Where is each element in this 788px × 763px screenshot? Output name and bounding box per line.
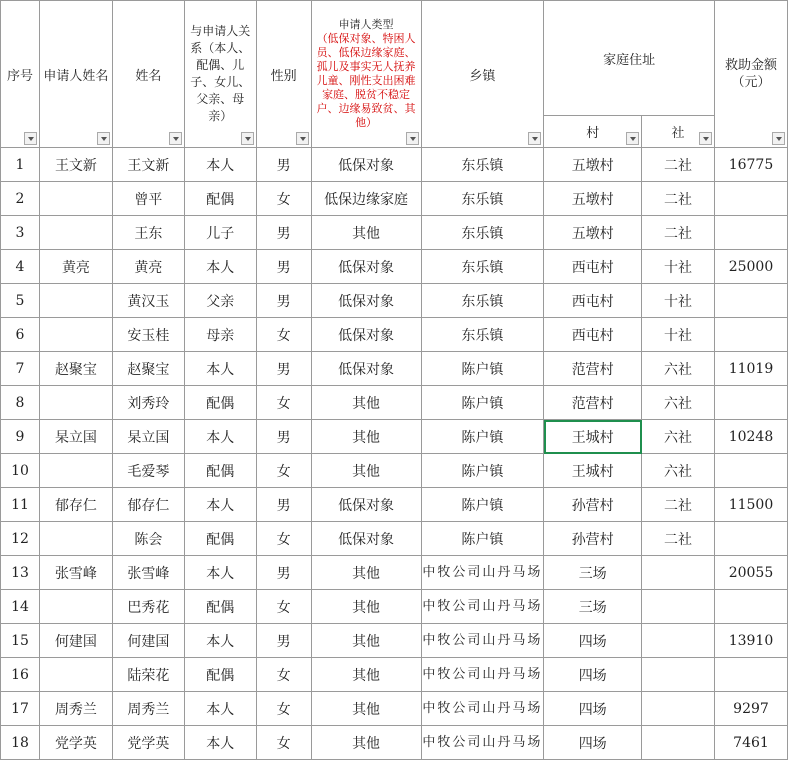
cell-name[interactable]: 党学英: [112, 726, 184, 760]
header-type[interactable]: [311, 1, 421, 148]
cell-relation[interactable]: 本人: [184, 726, 256, 760]
cell-gender[interactable]: 男: [256, 284, 311, 318]
header-seq[interactable]: [1, 1, 40, 148]
table-row: [1, 590, 788, 624]
cell-amount[interactable]: [714, 216, 787, 250]
filter-dropdown-icon[interactable]: [296, 132, 309, 145]
cell-village[interactable]: 四场: [544, 726, 642, 760]
cell-town[interactable]: 东乐镇: [421, 216, 544, 250]
cell-relation[interactable]: 本人: [184, 556, 256, 590]
table-row: [1, 318, 788, 352]
header-she[interactable]: [642, 116, 715, 148]
cell-village[interactable]: 五墩村: [544, 182, 642, 216]
cell-seq[interactable]: 12: [1, 522, 40, 556]
header-name[interactable]: [112, 1, 184, 148]
cell-gender[interactable]: 女: [256, 454, 311, 488]
cell-name[interactable]: 周秀兰: [112, 692, 184, 726]
cell-gender[interactable]: 男: [256, 216, 311, 250]
cell-type[interactable]: 其他: [311, 216, 421, 250]
cell-amount[interactable]: 9297: [714, 692, 787, 726]
cell-applicant[interactable]: 黄亮: [39, 250, 112, 284]
cell-town[interactable]: 中牧公司山丹马场: [421, 726, 544, 760]
cell-town[interactable]: 东乐镇: [421, 182, 544, 216]
cell-applicant[interactable]: 郁存仁: [39, 488, 112, 522]
cell-amount[interactable]: 16775: [714, 148, 787, 182]
cell-applicant[interactable]: [39, 216, 112, 250]
cell-type[interactable]: 其他: [311, 454, 421, 488]
cell-seq[interactable]: 9: [1, 420, 40, 454]
header-address-label: 家庭住址: [603, 52, 656, 68]
header-relation-label: 与申请人关系（本人、配偶、儿子、女儿、父亲、母亲）: [190, 24, 251, 123]
cell-amount[interactable]: [714, 386, 787, 420]
cell-applicant[interactable]: [39, 522, 112, 556]
cell-name[interactable]: 郁存仁: [112, 488, 184, 522]
header-name-label: 姓名: [135, 68, 162, 84]
cell-seq[interactable]: 1: [1, 148, 40, 182]
cell-type[interactable]: 低保对象: [311, 148, 421, 182]
cell-she[interactable]: 二社: [642, 182, 715, 216]
cell-seq[interactable]: 15: [1, 624, 40, 658]
cell-applicant[interactable]: [39, 658, 112, 692]
cell-name[interactable]: 黄汉玉: [112, 284, 184, 318]
cell-name[interactable]: 毛爱琴: [112, 454, 184, 488]
cell-she[interactable]: [642, 590, 715, 624]
header-applicant-label: 申请人姓名: [43, 68, 109, 84]
cell-applicant[interactable]: 周秀兰: [39, 692, 112, 726]
cell-amount[interactable]: 11019: [714, 352, 787, 386]
cell-name[interactable]: 陈会: [112, 522, 184, 556]
cell-amount[interactable]: [714, 454, 787, 488]
filter-dropdown-icon[interactable]: [241, 132, 254, 145]
cell-gender[interactable]: 女: [256, 692, 311, 726]
cell-type[interactable]: 低保对象: [311, 352, 421, 386]
cell-name[interactable]: 巴秀花: [112, 590, 184, 624]
cell-applicant[interactable]: 党学英: [39, 726, 112, 760]
cell-village[interactable]: 四场: [544, 692, 642, 726]
filter-dropdown-icon[interactable]: [772, 132, 785, 145]
cell-applicant[interactable]: 何建国: [39, 624, 112, 658]
cell-she[interactable]: 二社: [642, 216, 715, 250]
cell-type[interactable]: 低保边缘家庭: [311, 182, 421, 216]
cell-amount[interactable]: 11500: [714, 488, 787, 522]
cell-village[interactable]: 五墩村: [544, 148, 642, 182]
filter-dropdown-icon[interactable]: [97, 132, 110, 145]
cell-village[interactable]: 五墩村: [544, 216, 642, 250]
cell-she[interactable]: 二社: [642, 488, 715, 522]
cell-she[interactable]: [642, 692, 715, 726]
cell-relation[interactable]: 本人: [184, 420, 256, 454]
cell-gender[interactable]: 女: [256, 386, 311, 420]
cell-type[interactable]: 低保对象: [311, 284, 421, 318]
cell-she[interactable]: [642, 726, 715, 760]
table-row: [1, 454, 788, 488]
cell-relation[interactable]: 本人: [184, 692, 256, 726]
cell-relation[interactable]: 母亲: [184, 318, 256, 352]
cell-amount[interactable]: [714, 318, 787, 352]
cell-amount[interactable]: [714, 658, 787, 692]
cell-type[interactable]: 低保对象: [311, 318, 421, 352]
cell-she[interactable]: 十社: [642, 318, 715, 352]
cell-town[interactable]: 中牧公司山丹马场: [421, 556, 544, 590]
cell-she[interactable]: 六社: [642, 420, 715, 454]
cell-relation[interactable]: 本人: [184, 250, 256, 284]
cell-town[interactable]: 东乐镇: [421, 250, 544, 284]
cell-gender[interactable]: 男: [256, 556, 311, 590]
cell-village[interactable]: 王城村: [544, 454, 642, 488]
cell-village[interactable]: 四场: [544, 624, 642, 658]
cell-seq[interactable]: 13: [1, 556, 40, 590]
cell-village[interactable]: 三场: [544, 556, 642, 590]
header-body: [1, 1, 788, 148]
header-address: [544, 1, 715, 116]
filter-dropdown-icon[interactable]: [169, 132, 182, 145]
filter-dropdown-icon[interactable]: [406, 132, 419, 145]
table-row: [1, 284, 788, 318]
cell-name[interactable]: 刘秀玲: [112, 386, 184, 420]
cell-applicant[interactable]: [39, 182, 112, 216]
header-seq-label: 序号: [6, 68, 33, 84]
table-row: [1, 182, 788, 216]
cell-seq[interactable]: 6: [1, 318, 40, 352]
cell-seq[interactable]: 2: [1, 182, 40, 216]
cell-gender[interactable]: 女: [256, 590, 311, 624]
cell-town[interactable]: 陈户镇: [421, 488, 544, 522]
cell-town[interactable]: 中牧公司山丹马场: [421, 692, 544, 726]
header-gender[interactable]: [256, 1, 311, 148]
cell-type[interactable]: 其他: [311, 692, 421, 726]
table-row: [1, 386, 788, 420]
cell-village[interactable]: 范营村: [544, 386, 642, 420]
cell-she[interactable]: 六社: [642, 386, 715, 420]
cell-she[interactable]: [642, 624, 715, 658]
table-row: [1, 692, 788, 726]
cell-she[interactable]: 十社: [642, 250, 715, 284]
header-applicant[interactable]: [39, 1, 112, 148]
cell-name[interactable]: 张雪峰: [112, 556, 184, 590]
cell-seq[interactable]: 11: [1, 488, 40, 522]
cell-she[interactable]: [642, 658, 715, 692]
table-row: [1, 522, 788, 556]
cell-seq[interactable]: 14: [1, 590, 40, 624]
cell-type[interactable]: 其他: [311, 590, 421, 624]
cell-amount[interactable]: 20055: [714, 556, 787, 590]
table-row: [1, 726, 788, 760]
cell-name[interactable]: 黄亮: [112, 250, 184, 284]
cell-relation[interactable]: 本人: [184, 624, 256, 658]
cell-applicant[interactable]: 张雪峰: [39, 556, 112, 590]
cell-amount[interactable]: 25000: [714, 250, 787, 284]
header-village-label: 村: [586, 126, 600, 141]
cell-type[interactable]: 其他: [311, 556, 421, 590]
cell-applicant[interactable]: 赵聚宝: [39, 352, 112, 386]
header-town-label: 乡镇: [469, 68, 496, 84]
cell-town[interactable]: 东乐镇: [421, 148, 544, 182]
cell-applicant[interactable]: 杲立国: [39, 420, 112, 454]
cell-type[interactable]: 低保对象: [311, 522, 421, 556]
cell-village[interactable]: 孙营村: [544, 522, 642, 556]
cell-amount[interactable]: [714, 590, 787, 624]
cell-town[interactable]: 中牧公司山丹马场: [421, 590, 544, 624]
cell-gender[interactable]: 男: [256, 250, 311, 284]
cell-seq[interactable]: 17: [1, 692, 40, 726]
cell-she[interactable]: 二社: [642, 522, 715, 556]
table-row: [1, 658, 788, 692]
cell-name[interactable]: 王东: [112, 216, 184, 250]
cell-type[interactable]: 低保对象: [311, 488, 421, 522]
cell-she[interactable]: 六社: [642, 352, 715, 386]
cell-relation[interactable]: 配偶: [184, 590, 256, 624]
rows-body: [1, 148, 788, 760]
table-row: [1, 148, 788, 182]
header-amount-label: 救助金额（元）: [724, 58, 777, 90]
filter-dropdown-icon[interactable]: [24, 132, 37, 145]
cell-applicant[interactable]: [39, 284, 112, 318]
table-row: [1, 352, 788, 386]
cell-relation[interactable]: 本人: [184, 148, 256, 182]
cell-applicant[interactable]: [39, 318, 112, 352]
cell-gender[interactable]: 女: [256, 658, 311, 692]
cell-gender[interactable]: 男: [256, 352, 311, 386]
table-row: [1, 624, 788, 658]
cell-seq[interactable]: 16: [1, 658, 40, 692]
cell-name[interactable]: 王文新: [112, 148, 184, 182]
cell-gender[interactable]: 女: [256, 522, 311, 556]
cell-town[interactable]: 中牧公司山丹马场: [421, 624, 544, 658]
cell-seq[interactable]: 7: [1, 352, 40, 386]
cell-village[interactable]: 西屯村: [544, 250, 642, 284]
table-row: [1, 488, 788, 522]
cell-relation[interactable]: 配偶: [184, 454, 256, 488]
cell-type[interactable]: 其他: [311, 420, 421, 454]
cell-amount[interactable]: [714, 522, 787, 556]
cell-town[interactable]: 陈户镇: [421, 386, 544, 420]
cell-type[interactable]: 其他: [311, 658, 421, 692]
cell-village[interactable]: 四场: [544, 658, 642, 692]
cell-gender[interactable]: 男: [256, 624, 311, 658]
cell-name[interactable]: 陆荣花: [112, 658, 184, 692]
cell-she[interactable]: [642, 556, 715, 590]
cell-type[interactable]: 其他: [311, 386, 421, 420]
cell-gender[interactable]: 女: [256, 182, 311, 216]
cell-name[interactable]: 何建国: [112, 624, 184, 658]
header-relation[interactable]: [184, 1, 256, 148]
cell-amount[interactable]: [714, 284, 787, 318]
cell-seq[interactable]: 5: [1, 284, 40, 318]
cell-amount[interactable]: [714, 182, 787, 216]
header-type-detail: （低保对象、特困人员、低保边缘家庭、孤儿及事实无人抚养儿童、刚性支出困难家庭、脱贫不稳定户、边缘易致贫、其他）: [316, 32, 416, 129]
cell-applicant[interactable]: [39, 590, 112, 624]
cell-amount[interactable]: 13910: [714, 624, 787, 658]
cell-gender[interactable]: 男: [256, 148, 311, 182]
cell-gender[interactable]: 女: [256, 726, 311, 760]
cell-she[interactable]: 六社: [642, 454, 715, 488]
cell-relation[interactable]: 配偶: [184, 386, 256, 420]
cell-seq[interactable]: 4: [1, 250, 40, 284]
header-town[interactable]: [421, 1, 544, 148]
cell-name[interactable]: 安玉桂: [112, 318, 184, 352]
cell-seq[interactable]: 8: [1, 386, 40, 420]
cell-type[interactable]: 低保对象: [311, 250, 421, 284]
cell-type[interactable]: 其他: [311, 726, 421, 760]
cell-town[interactable]: 东乐镇: [421, 318, 544, 352]
cell-village[interactable]: 西屯村: [544, 284, 642, 318]
cell-village[interactable]: 王城村: [544, 420, 642, 454]
header-amount[interactable]: [714, 1, 787, 148]
cell-village[interactable]: 范营村: [544, 352, 642, 386]
cell-relation[interactable]: 本人: [184, 352, 256, 386]
table-row: [1, 250, 788, 284]
header-gender-label: 性别: [270, 68, 297, 84]
cell-relation[interactable]: 父亲: [184, 284, 256, 318]
header-she-label: 社: [671, 126, 685, 141]
cell-town[interactable]: 陈户镇: [421, 522, 544, 556]
filter-dropdown-icon[interactable]: [699, 132, 712, 145]
cell-seq[interactable]: 3: [1, 216, 40, 250]
header-type-title: 申请人类型: [338, 18, 394, 31]
cell-town[interactable]: 东乐镇: [421, 284, 544, 318]
cell-village[interactable]: 西屯村: [544, 318, 642, 352]
cell-type[interactable]: 其他: [311, 624, 421, 658]
cell-applicant[interactable]: 王文新: [39, 148, 112, 182]
table-row: [1, 216, 788, 250]
cell-applicant[interactable]: [39, 454, 112, 488]
cell-she[interactable]: 十社: [642, 284, 715, 318]
cell-village[interactable]: 孙营村: [544, 488, 642, 522]
cell-gender[interactable]: 男: [256, 420, 311, 454]
cell-seq[interactable]: 18: [1, 726, 40, 760]
cell-town[interactable]: 陈户镇: [421, 352, 544, 386]
cell-seq[interactable]: 10: [1, 454, 40, 488]
cell-town[interactable]: 陈户镇: [421, 454, 544, 488]
cell-applicant[interactable]: [39, 386, 112, 420]
cell-town[interactable]: 中牧公司山丹马场: [421, 658, 544, 692]
cell-she[interactable]: 二社: [642, 148, 715, 182]
cell-gender[interactable]: 女: [256, 318, 311, 352]
cell-relation[interactable]: 配偶: [184, 522, 256, 556]
cell-village[interactable]: 三场: [544, 590, 642, 624]
cell-relation[interactable]: 本人: [184, 488, 256, 522]
cell-name[interactable]: 杲立国: [112, 420, 184, 454]
filter-dropdown-icon[interactable]: [528, 132, 541, 145]
cell-relation[interactable]: 配偶: [184, 182, 256, 216]
cell-amount[interactable]: 7461: [714, 726, 787, 760]
cell-relation[interactable]: 儿子: [184, 216, 256, 250]
cell-gender[interactable]: 男: [256, 488, 311, 522]
table-row: [1, 556, 788, 590]
filter-dropdown-icon[interactable]: [626, 132, 639, 145]
table-row: [1, 420, 788, 454]
cell-name[interactable]: 曾平: [112, 182, 184, 216]
cell-amount[interactable]: 10248: [714, 420, 787, 454]
cell-name[interactable]: 赵聚宝: [112, 352, 184, 386]
cell-town[interactable]: 陈户镇: [421, 420, 544, 454]
header-village[interactable]: [544, 116, 642, 148]
cell-relation[interactable]: 配偶: [184, 658, 256, 692]
